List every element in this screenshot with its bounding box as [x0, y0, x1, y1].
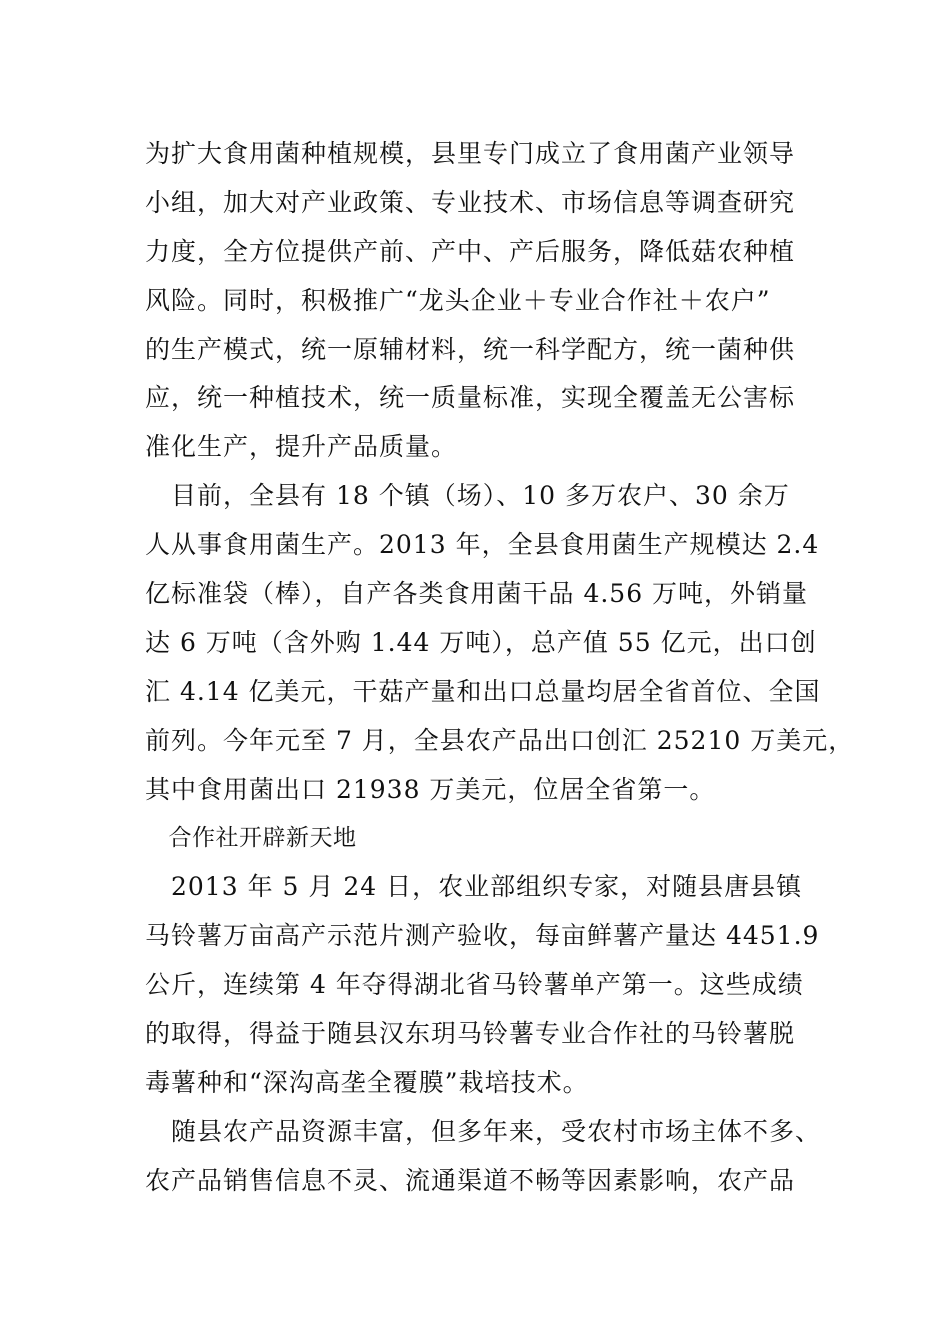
text-line: 毒薯种和“深沟高垄全覆膜”栽培技术。 — [145, 1067, 589, 1097]
body-text — [145, 130, 855, 1206]
text-line: 公斤，连续第 4 年夺得湖北省马铃薯单产第一。这些成绩 — [145, 970, 804, 1000]
text-line: 人从事食用菌生产。2013 年，全县食用菌生产规模达 2.4 — [145, 530, 820, 560]
text-line: 亿标准袋（棒），自产各类食用菌干品 4.56 万吨，外销量 — [145, 579, 809, 609]
text-line: 应，统一种植技术，统一质量标准，实现全覆盖无公害标 — [145, 383, 796, 413]
text-line: 随县农产品资源丰富，但多年来，受农村市场主体不多、 — [145, 1116, 822, 1146]
text-line: 达 6 万吨（含外购 1.44 万吨），总产值 55 亿元，出口创 — [145, 627, 817, 657]
text-line: 的生产模式，统一原辅材料，统一科学配方，统一菌种供 — [145, 334, 796, 364]
text-line: 目前，全县有 18 个镇（场）、10 多万农户、30 余万 — [145, 481, 790, 511]
text-line: 准化生产，提升产品质量。 — [145, 432, 458, 462]
text-line: 的取得，得益于随县汉东玥马铃薯专业合作社的马铃薯脱 — [145, 1019, 796, 1049]
text-line: 前列。今年元至 7 月，全县农产品出口创汇 25210 万美元， — [145, 725, 855, 755]
text-line: 风险。同时，积极推广“龙头企业＋专业合作社＋农户” — [145, 285, 771, 315]
text-line: 力度，全方位提供产前、产中、产后服务，降低菇农种植 — [145, 236, 796, 266]
text-line: 汇 4.14 亿美元，干菇产量和出口总量均居全省首位、全国 — [145, 676, 821, 706]
text-line: 2013 年 5 月 24 日，农业部组织专家，对随县唐县镇 — [145, 872, 803, 902]
text-line: 马铃薯万亩高产示范片测产验收，每亩鲜薯产量达 4451.9 — [145, 921, 820, 951]
text-line: 其中食用菌出口 21938 万美元，位居全省第一。 — [145, 774, 716, 804]
text-line: 小组，加大对产业政策、专业技术、市场信息等调查研究 — [145, 187, 796, 217]
text-line: 为扩大食用菌种植规模，县里专门成立了食用菌产业领导 — [145, 139, 796, 168]
section-heading: 合作社开辟新天地 — [145, 825, 357, 852]
text-line: 农产品销售信息不灵、流通渠道不畅等因素影响，农产品 — [145, 1165, 796, 1195]
